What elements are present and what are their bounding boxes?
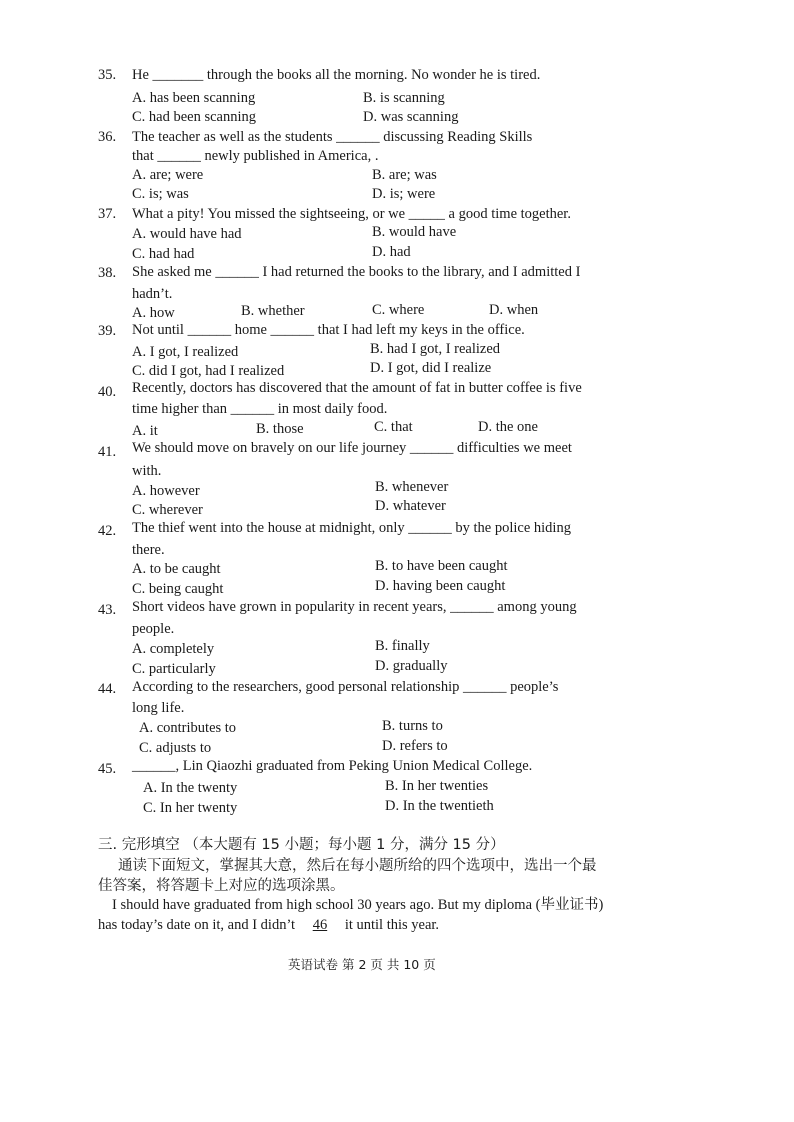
question-stem: What a pity! You missed the sightseeing, or we _____ a good time together. [132,206,571,222]
question-stem: Short videos have grown in popularity in recent years, ______ among young [132,599,577,615]
passage-text-cont [98,916,439,934]
option-a: A. to be caught [132,561,221,577]
option-d: D. the one [478,419,538,435]
option-b: B. turns to [382,718,443,734]
option-c: C. particularly [132,661,216,677]
question-number: 43. [98,602,117,618]
option-c: C. where [372,302,425,318]
option-c: C. wherever [132,502,203,518]
question-stem: The teacher as well as the students ______ discussing Reading Skills [132,129,533,145]
page-footer: 英语试卷 第 2 页 共 10 页 [288,957,436,972]
question-stem-cont: that ______ newly published in America, . [132,148,379,164]
option-c: C. had had [132,246,195,262]
option-d: D. when [489,302,539,318]
option-b: B. is scanning [363,90,445,106]
question-stem: Recently, doctors has discovered that the amount of fat in butter coffee is five [132,380,582,396]
passage-text: I should have graduated from high school 30 years ago. But my diploma (毕业证书) [112,897,604,913]
option-a: A. contributes to [139,720,237,736]
option-c: C. In her twenty [143,800,238,816]
question-number: 38. [98,265,117,281]
question-number: 36. [98,129,117,145]
question-number: 42. [98,523,117,539]
question-stem: He _______ through the books all the morning. No wonder he is tired. [132,67,541,83]
option-d: D. In the twentieth [385,798,494,814]
question-stem-cont: with. [132,463,162,479]
option-d: D. is; were [372,186,436,202]
question-stem: The thief went into the house at midnight, only ______ by the police hiding [132,520,571,536]
question-stem: Not until ______ home ______ that I had left my keys in the office. [132,322,525,338]
option-a: A. would have had [132,226,242,242]
option-a: A. it [132,423,158,439]
option-d: D. had [372,244,411,260]
option-c: C. did I got, had I realized [132,363,285,379]
question-number: 39. [98,323,117,339]
option-a: A. has been scanning [132,90,256,106]
question-stem-cont: time higher than ______ in most daily food. [132,401,388,417]
question-number: 44. [98,681,117,697]
question-number: 41. [98,444,117,460]
option-c: C. adjusts to [139,740,212,756]
option-a: A. how [132,305,175,321]
question-number: 37. [98,206,117,222]
question-stem: According to the researchers, good personal relationship ______ people’s [132,679,559,695]
option-a: A. In the twenty [143,780,238,796]
question-stem-cont: hadn’t. [132,286,173,302]
option-d: D. refers to [382,738,448,754]
option-b: B. In her twenties [385,778,489,794]
option-b: B. whenever [375,479,449,495]
option-c: C. is; was [132,186,189,202]
question-number: 45. [98,761,117,777]
section-instruction-cont: 佳答案，将答题卡上对应的选项涂黑。 [98,878,345,894]
question-stem-cont: people. [132,621,175,637]
question-stem-cont: there. [132,542,165,558]
option-a: A. however [132,483,200,499]
option-d: D. I got, did I realize [370,360,492,376]
option-c: C. being caught [132,581,224,597]
option-c: C. that [374,419,413,435]
option-d: D. was scanning [363,109,459,125]
blank-46: 46 [312,917,328,933]
section-instruction: 通读下面短文，掌握其大意，然后在每小题所给的四个选项中，选出一个最 [118,858,597,874]
option-a: A. completely [132,641,215,657]
option-b: B. would have [372,224,457,240]
option-b: B. whether [241,303,305,319]
question-stem-cont: long life. [132,700,185,716]
section-title: 三. 完形填空 （本大题有 15 小题；每小题 1 分，满分 15 分） [98,837,505,853]
question-stem: She asked me ______ I had returned the books to the library, and I admitted I [132,264,581,280]
passage-text-post: it until this year. [344,917,440,933]
option-b: B. are; was [372,167,437,183]
option-d: D. whatever [375,498,446,514]
passage-text-pre: has today’s date on it, and I didn’t [98,917,296,933]
option-b: B. had I got, I realized [370,341,501,357]
question-stem: ______, Lin Qiaozhi graduated from Peking Union Medical College. [132,758,533,774]
option-c: C. had been scanning [132,109,257,125]
option-a: A. are; were [132,167,204,183]
question-stem: We should move on bravely on our life journey ______ difficulties we meet [132,440,572,456]
option-b: B. those [256,421,304,437]
question-number: 40. [98,384,117,400]
option-d: D. gradually [375,658,448,674]
option-d: D. having been caught [375,578,506,594]
option-b: B. finally [375,638,430,654]
option-a: A. I got, I realized [132,344,239,360]
question-number: 35. [98,67,117,83]
option-b: B. to have been caught [375,558,508,574]
